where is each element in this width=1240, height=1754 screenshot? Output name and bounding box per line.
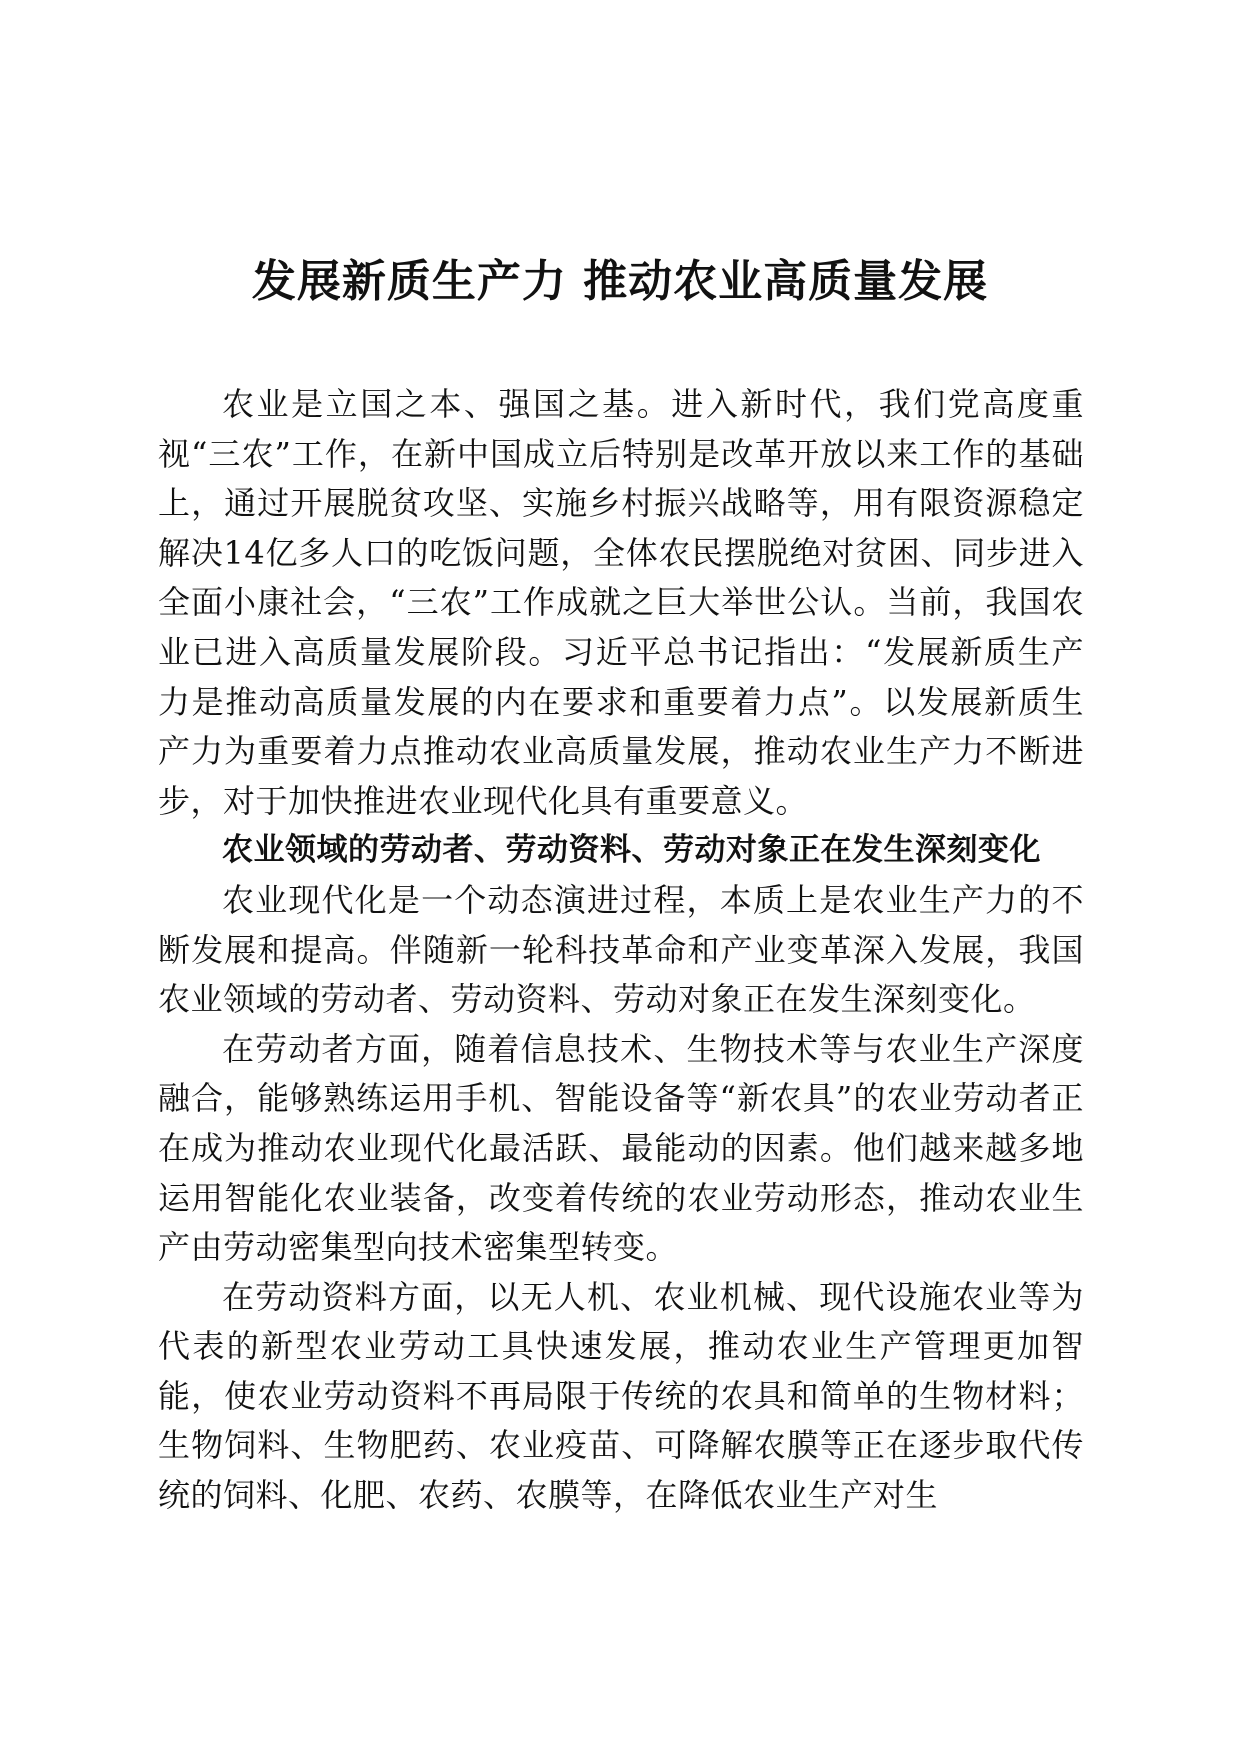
document-body [158,380,1084,1521]
document-title: 发展新质生产力 推动农业高质量发展 [251,256,989,307]
section-paragraph-1: 农业现代化是一个动态演进过程，本质上是农业生产力的不断发展和提高。伴随新一轮科技革命和产业变革深入发展，我国农业领域的劳动者、劳动资料、劳动对象正在发生深刻变化。 [158,880,1084,1019]
section-paragraph-3: 在劳动资料方面，以无人机、农业机械、现代设施农业等为代表的新型农业劳动工具快速发展，推动农业生产管理更加智能，使农业劳动资料不再局限于传统的农具和简单的生物材料；生物饲料、生物肥药、农业疫苗、可降解农膜等正在逐步取代传统的饲料、化肥、农药、农膜等，在降低农业生产对生 [158,1277,1084,1515]
section-heading: 农业领域的劳动者、劳动资料、劳动对象正在发生深刻变化 [222,832,1041,869]
section-paragraph-2: 在劳动者方面，随着信息技术、生物技术等与农业生产深度融合，能够熟练运用手机、智能设备等“新农具”的农业劳动者正在成为推动农业现代化最活跃、最能动的因素。他们越来越多地运用智能化农业装备，改变着传统的农业劳动形态，推动农业生产由劳动密集型向技术密集型转变。 [158,1029,1084,1267]
intro-paragraph: 农业是立国之本、强国之基。进入新时代，我们党高度重视“三农”工作，在新中国成立后特别是改革开放以来工作的基础上，通过开展脱贫攻坚、实施乡村振兴战略等，用有限资源稳定解决14亿多人口的吃饭问题，全体农民摆脱绝对贫困、同步进入全面小康社会，“三农”工作成就之巨大举世公认。当前，我国农业已进入高质量发展阶段。习近平总书记指出：“发展新质生产力是推动高质量发展的内在要求和重要着力点”。以发展新质生产力为重要着力点推动农业高质量发展，推动农业生产力不断进步，对于加快推进农业现代化具有重要意义。 [158,385,1084,820]
